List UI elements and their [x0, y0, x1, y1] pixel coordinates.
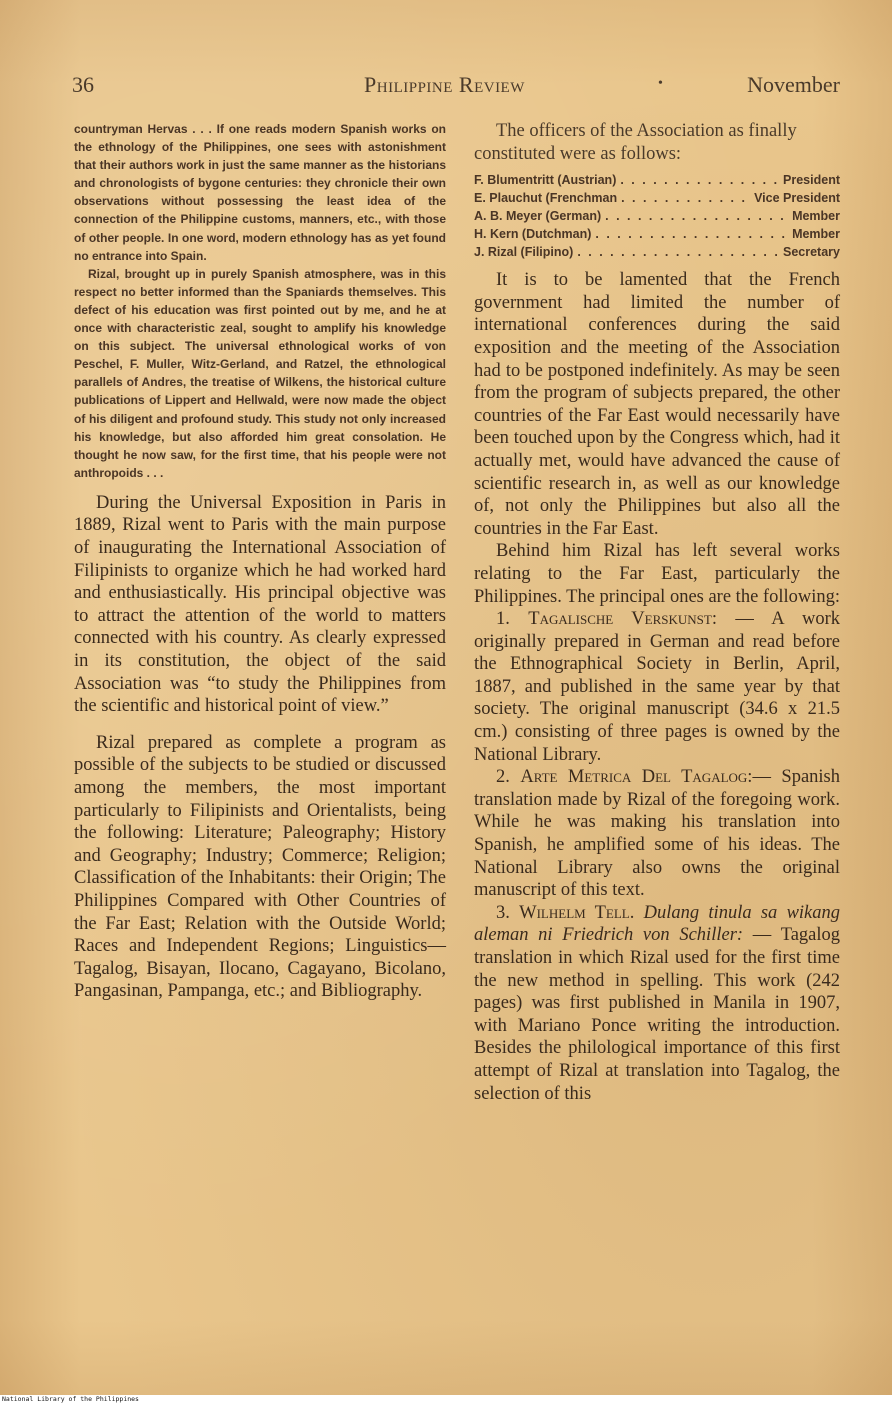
issue-month: November [747, 72, 840, 97]
journal-title: Philippine Review [364, 72, 525, 97]
leader-dots [595, 225, 788, 243]
leader-dots [605, 207, 788, 225]
officer-name: J. Rizal (Filipino) [474, 245, 574, 260]
officers-list [474, 171, 840, 261]
officer-row [474, 207, 840, 225]
left-column [74, 120, 446, 1003]
work-number: 3. [496, 902, 510, 923]
work-number: 1. [496, 609, 510, 630]
library-credit: National Library of the Philippines [2, 1395, 139, 1403]
body-paragraph: Rizal prepared as complete a program as possible of the subjects to be studied or discussed among the members, the most important particularly to Filipinists and Orientalists, being the following: Literature; Paleography; History and Geography; Industry; Commerce; Religion; Classification of the Inhabitants: their Origin; The Philippines Compared with Other Countries of the Far East; Relation with the Outside World; Races and Independent Regions; Linguistics—Tagalog, Bisayan, Ilocano, Cagayano, Bicolano, Pangasinan, Pampanga, etc.; and Bibliography. [74, 732, 446, 1002]
officer-role: Member [792, 209, 840, 224]
leader-dots [577, 243, 779, 261]
quote-paragraph: Rizal, brought up in purely Spanish atmosphere, was in this respect no better informed than the Spaniards themselves. This defect of his education was first pointed out by me, and he at once with characteristic zeal, sought to amplify his knowledge on this subject. The universal ethnological works of von Peschel, F. Muller, Witz-Gerland, and Ratzel, the ethnological parallels of Andres, the treatise of Wilkens, the historical culture publications of Lippert and Hellwald, were now made the object of his diligent and profound study. This study not only increased his knowledge, but also afforded him great consolation. He thought he now saw, for the first time, that his people were not anthropoids . . . [74, 266, 446, 480]
officer-row [474, 243, 840, 261]
right-column [474, 120, 840, 1105]
work-dash: — [752, 767, 771, 788]
body-paragraph: It is to be lamented that the French government had limited the number of international conferences during the said exposition and the meeting of the Association had to be postponed indefinitely. As may be seen from the program of subjects prepared, the other countries of the Far East would necessarily have been touched upon by the Congress which, had it actually met, would have advanced the cause of scientific research in, as well as our knowledge of, not only the Philippines but also all the countries in the Far East. [474, 270, 840, 539]
quote-paragraph: countryman Hervas . . . If one reads modern Spanish works on the ethnology of the Philippines, one sees with astonishment that their authors work in just the same manner as the historians and chronologists of bygone centuries: they chronicle their own observations without possessing the least idea of the connection of the Philippine customs, manners, etc., with those of other people. In one word, modern ethnology has as yet found no entrance into Spain. [74, 122, 446, 263]
officer-name: H. Kern (Dutchman) [474, 227, 592, 242]
officer-name: F. Blumentritt (Austrian) [474, 173, 617, 188]
footer-bar [0, 1395, 892, 1403]
work-entry [474, 902, 840, 1105]
officer-role: Vice President [754, 191, 840, 206]
work-description: Spanish translation made by Rizal of the foregoing work. While he was making his translation into Spanish, he amplified some of his ideas. The National Library also owns the original manuscript of this text. [474, 767, 840, 901]
officer-role: Member [792, 227, 840, 242]
officer-name: E. Plauchut (Frenchman [474, 191, 618, 206]
work-description: Tagalog translation in which Rizal used for the first time the new method in spelling. This work (242 pages) was first published in Manila in 1907, with Mariano Ponce writing the introduction. Besides the philological importance of this first attempt of Rizal at translation into Tagalog, the selection of this [474, 925, 841, 1104]
work-title: Arte Metrica Del Tagalog: [520, 767, 753, 788]
header-separator: • [658, 76, 663, 91]
work-entry [474, 608, 840, 766]
officers-intro: The officers of the Association as finally constituted were as follows: [474, 121, 797, 164]
body-paragraph: Behind him Rizal has left several works relating to the Far East, particularly the Philippines. The principal ones are the following: [474, 541, 840, 607]
officer-row [474, 189, 840, 207]
work-dash: — [735, 609, 754, 630]
work-subtitle: Dulang tinula sa wikang aleman ni Friedrich von Schiller: [474, 902, 841, 946]
officer-row [474, 225, 840, 243]
work-title: Tagalische Verskunst: [528, 609, 717, 630]
page-number: 36 [72, 72, 94, 97]
work-title: Wilhelm Tell. [519, 902, 635, 923]
work-entry [474, 766, 840, 902]
officer-row [474, 171, 840, 189]
leader-dots [621, 189, 750, 207]
page-header [72, 72, 840, 102]
body-paragraph: During the Universal Exposition in Paris in 1889, Rizal went to Paris with the main purpose of inaugurating the International Association of Filipinists to organize which he had worked hard and enthusiastically. His principal objective was to attract the attention of the world to matters connected with his country. As clearly expressed in its constitution, the object of the said Association was “to study the Philippines from the scientific and historical point of view.” [74, 492, 446, 717]
officer-role: Secretary [783, 245, 840, 260]
officer-name: A. B. Meyer (German) [474, 209, 602, 224]
work-description: A work originally prepared in German and read before the Ethnographical Society in Berlin, April, 1887, and published in the same year by that society. The original manuscript (34.6 x 21.5 cm.) consisting of three pages is owned by the National Library. [474, 609, 840, 765]
leader-dots [620, 171, 779, 189]
work-dash: — [752, 925, 772, 946]
paragraph-gap [74, 718, 446, 732]
officer-role: President [783, 173, 840, 188]
work-number: 2. [496, 767, 510, 788]
